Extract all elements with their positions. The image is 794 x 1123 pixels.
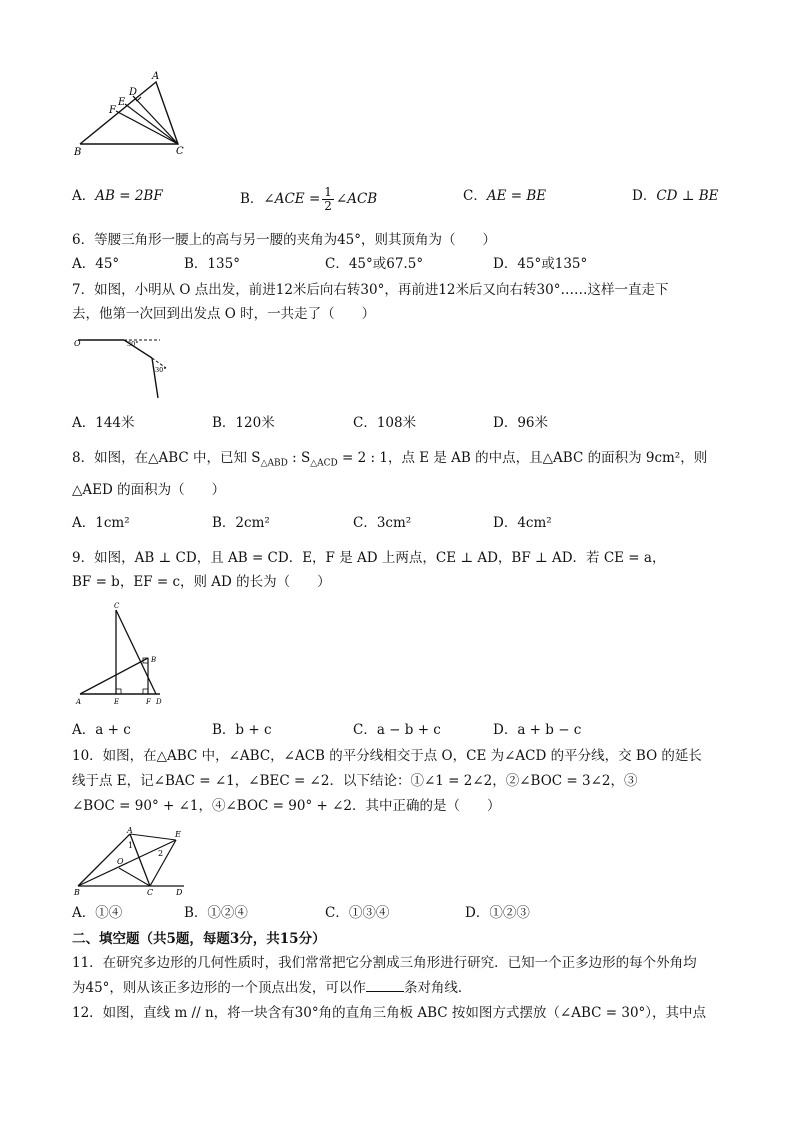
q7-path-figure [72,332,172,404]
q7-option-a[interactable]: A．144米 [72,415,135,431]
q9-stem-line2: BF = b，EF = c，则 AD 的长为（ ） [72,574,331,590]
q9-label-e: E [114,698,120,706]
q11-answer-blank[interactable] [366,977,404,992]
q8-option-b[interactable]: B．2cm² [212,515,270,531]
q9-option-b[interactable]: B．b + c [212,722,272,738]
fig5-label-c: C [176,146,184,157]
q9-label-a: A [76,698,82,706]
q12-stem-line1: 12．如图，直线 m // n，将一块含有30°角的直角三角板 ABC 按如图方式摆放（∠ABC = 30°），其中点 [72,1005,707,1021]
q10-label-c: C [147,888,154,896]
q5-triangle-figure [72,68,190,158]
q7-label-o: O [74,339,81,348]
q8-option-d[interactable]: D．4cm² [493,515,552,531]
q5-option-b[interactable]: B．∠ACE = $\frac{1}{2}$ ∠ACB [240,185,378,213]
q9-label-d: D [156,698,162,706]
q10-label-d: D [176,888,183,896]
q7-stem-line1: 7．如图，小明从 O 点出发，前进12米后向右转30°，再前进12米后又向右转30°……这样一直走下 [72,282,669,298]
fig5-label-f: F [109,105,116,116]
q10-label-o: O [117,857,124,866]
q7-option-d[interactable]: D．96米 [493,415,549,431]
q6-stem: 6．等腰三角形一腰上的高与另一腰的夹角为45°，则其顶角为（ ） [72,232,497,248]
section-fill-in-title: 二、填空题（共5题，每题3分，共15分） [72,931,326,947]
q5-option-c[interactable]: C．AE = BE [463,188,547,204]
q6-option-b[interactable]: B．135° [184,256,240,272]
q10-label-e: E [175,830,181,839]
q10-stem-line2: 线于点 E，记∠BAC = ∠1，∠BEC = ∠2．以下结论：①∠1 = 2∠2，②∠BOC = 3∠2，③ [72,773,638,789]
q10-figure [72,824,192,896]
q8-stem-line2: △AED 的面积为（ ） [72,482,226,498]
fig5-label-b: B [74,147,82,158]
q10-stem-line3: ∠BOC = 90° + ∠1，④∠BOC = 90° + ∠2．其中正确的是（ ） [72,798,501,814]
q7-option-b[interactable]: B．120米 [212,415,275,431]
q10-label-b: B [74,888,80,896]
q11-stem-line1: 11．在研究多边形的几何性质时，我们常常把它分割成三角形进行研究．已知一个正多边形的每个外角均 [72,955,697,971]
q9-stem-line1: 9．如图，AB ⊥ CD，且 AB = CD．E，F 是 AD 上两点，CE ⊥ AD，BF ⊥ AD．若 CE = a， [72,550,666,566]
q10-label-angle2: 2 [158,849,164,858]
q7-option-c[interactable]: C．108米 [353,415,417,431]
q5-option-d[interactable]: D．CD ⊥ BE [632,188,719,204]
q6-option-c[interactable]: C．45°或67.5° [325,256,424,272]
q6-option-a[interactable]: A．45° [72,256,120,272]
q9-label-b: B [151,656,157,664]
q10-option-a[interactable]: A．①④ [72,905,123,921]
q8-stem-line1: 8．如图，在△ABC 中，已知 $S_{\triangle ABD}$ : $S_{\triangle ACD} = 2$ : 1，点 E 是 AB 的中点，且△ABC 的面积为 9cm²，则 [72,450,708,469]
q10-label-a: A [127,826,133,835]
q5-fraction: $\frac{1}{2}$ [324,185,332,213]
q6-option-d[interactable]: D．45°或135° [493,256,588,272]
q9-option-a[interactable]: A．a + c [72,722,131,738]
q7-stem-line2: 去，他第一次回到出发点 O 时，一共走了（ ） [72,306,376,322]
q8-option-a[interactable]: A．1cm² [72,515,130,531]
q11-stem-line2: 为45°，则从该正多边形的一个顶点出发，可以作 条对角线． [72,977,471,998]
q8-option-c[interactable]: C．3cm² [353,515,412,531]
q9-label-f: F [146,698,151,706]
q9-figure [72,598,172,710]
fig5-label-e: E [118,97,126,108]
q9-label-c: C [114,602,120,610]
q9-option-d[interactable]: D．a + b − c [493,722,582,738]
q10-label-angle1: 1 [128,841,134,850]
fig5-label-d: D [129,87,138,98]
q7-angle-label-2: 30° [155,366,167,374]
q10-option-b[interactable]: B．①②④ [184,905,248,921]
q5-option-a[interactable]: A．AB = 2BF [72,188,163,204]
q10-stem-line1: 10．如图，在△ABC 中，∠ABC，∠ACB 的平分线相交于点 O，CE 为∠ACD 的平分线，交 BO 的延长 [72,748,702,764]
q9-option-c[interactable]: C．a − b + c [353,722,441,738]
q10-option-d[interactable]: D．①②③ [465,905,530,921]
q7-angle-label-1: 30° [127,340,139,348]
q10-option-c[interactable]: C．①③④ [325,905,390,921]
fig5-label-a: A [152,71,160,82]
